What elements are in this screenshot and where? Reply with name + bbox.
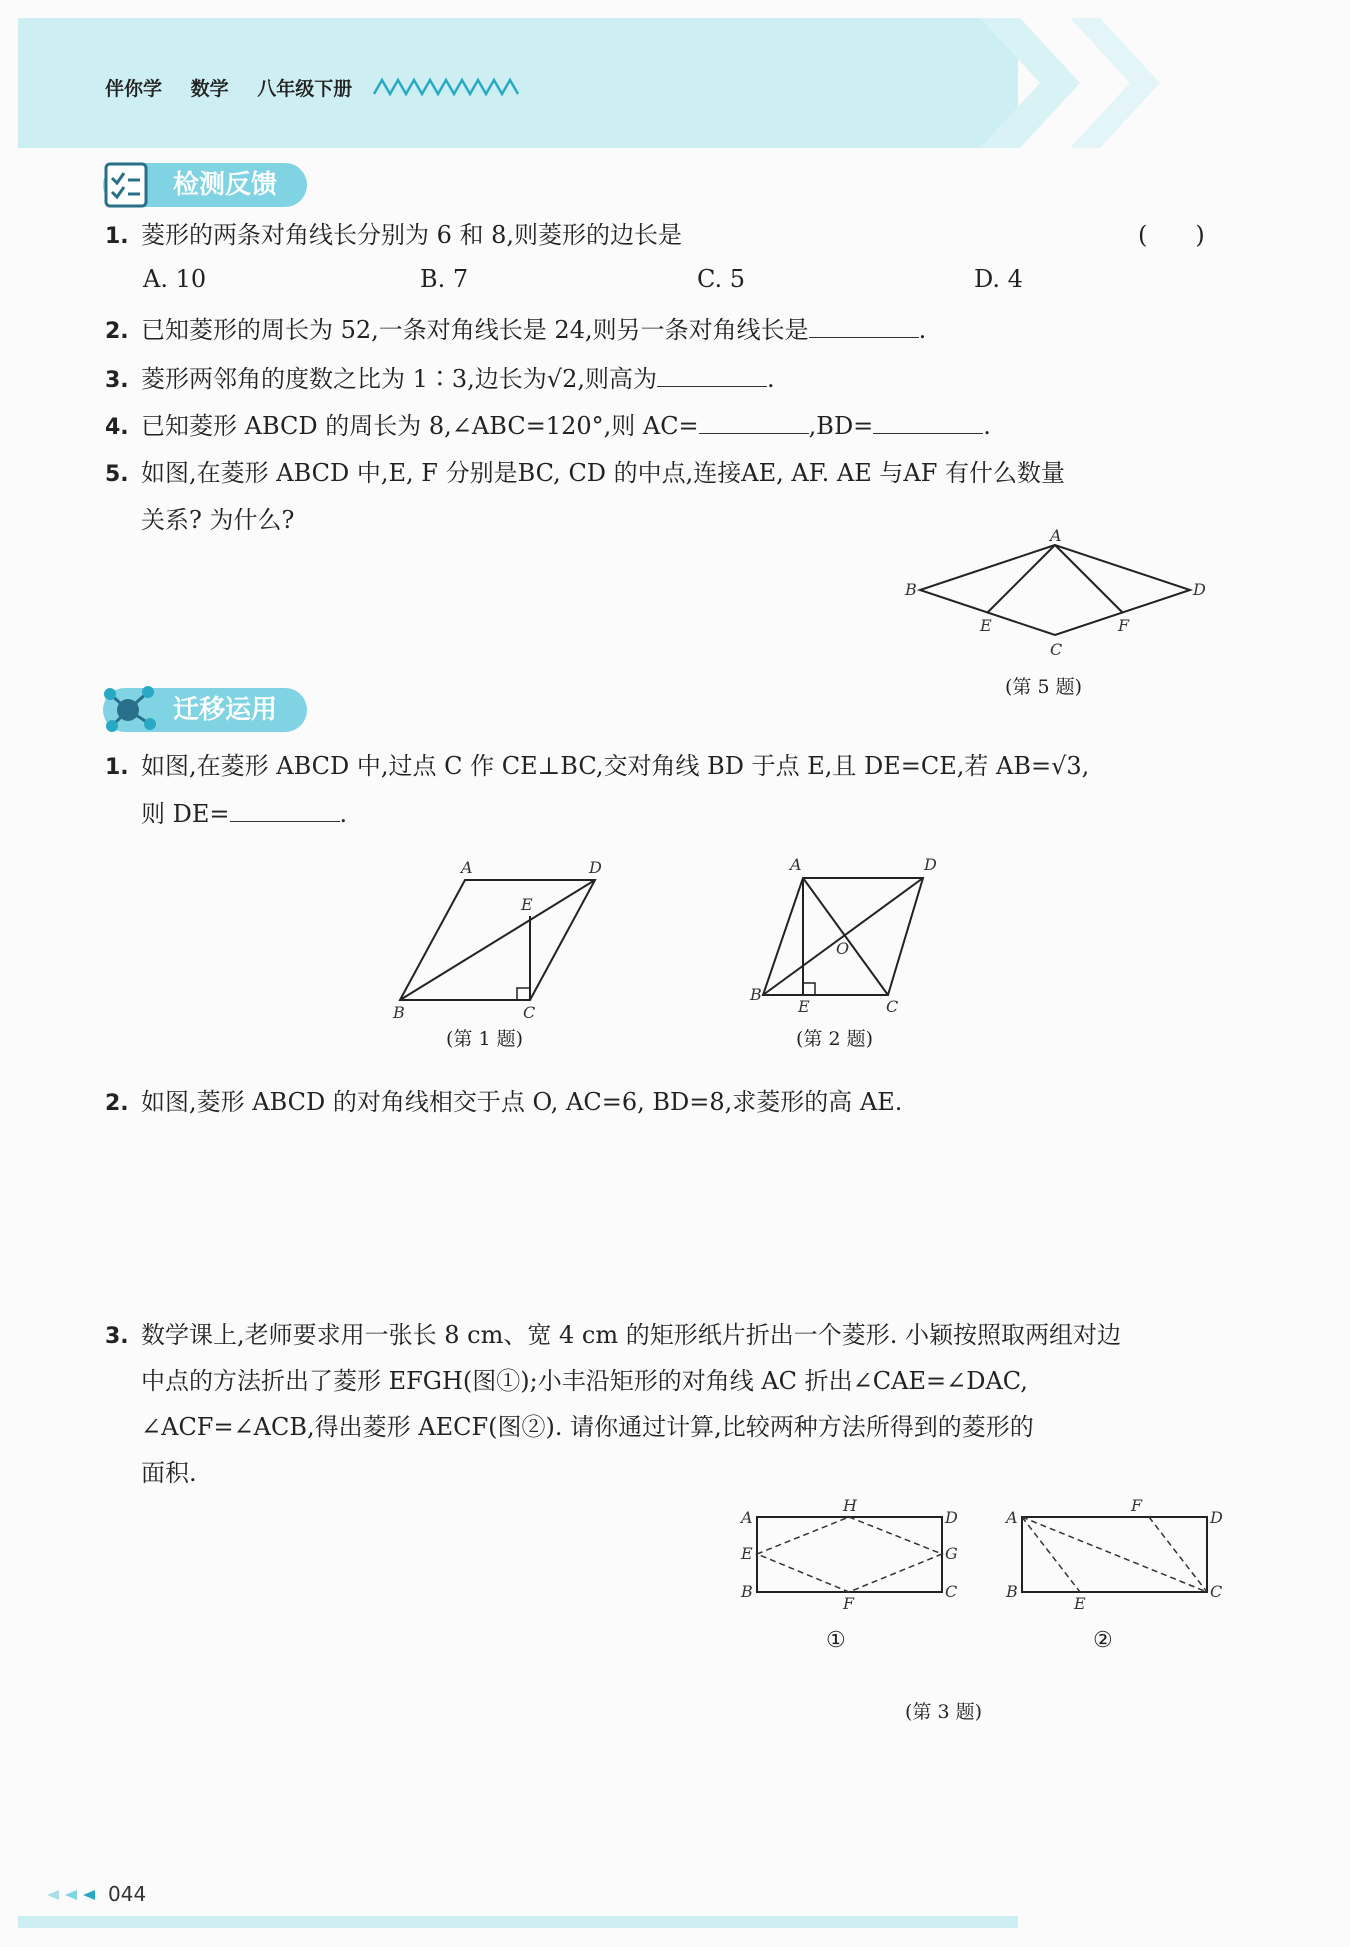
svg-text:D: D (1210, 1508, 1223, 1527)
check-q3-blank[interactable] (657, 362, 767, 387)
check-q3-sqrt: √2 (546, 365, 578, 393)
transfer-q3-number: 3. (105, 1324, 129, 1349)
svg-text:E: E (741, 1544, 753, 1563)
check-q3-text-a: 菱形两邻角的度数之比为 1∶3,边长为 (141, 365, 547, 393)
check-q4-end: . (983, 412, 991, 440)
check-q1-option-c: C. 5 (697, 265, 746, 293)
check-q1 (105, 218, 682, 254)
caption-transfer-q3: (第 3 题) (905, 1701, 982, 1723)
check-q4 (105, 409, 991, 445)
transfer-q2-number: 2. (105, 1091, 129, 1116)
svg-text:A: A (461, 858, 473, 877)
check-q4-text-b: ,BD= (808, 412, 874, 440)
transfer-q3-line2: 中点的方法折出了菱形 EFGH(图①);小丰沿矩形的对角线 AC 折出∠CAE=∠DAC, (141, 1367, 1028, 1395)
svg-text:E: E (1074, 1594, 1086, 1610)
transfer-q3-line1: 数学课上,老师要求用一张长 8 cm、宽 4 cm 的矩形纸片折出一个菱形. 小颖按照取两组对边 (141, 1321, 1121, 1349)
section-transfer-badge: 迁移运用 (103, 688, 307, 732)
transfer-q1-line1-b: , (1081, 752, 1090, 780)
page-number: 044 (108, 1882, 147, 1906)
check-q1-option-a: A. 10 (143, 265, 207, 293)
check-q3-end: . (767, 365, 775, 393)
label-a: A (1050, 526, 1062, 545)
check-q2-blank[interactable] (809, 313, 919, 338)
caption-q5: (第 5 题) (1005, 676, 1082, 698)
svg-text:G: G (945, 1544, 958, 1563)
figure-transfer-q3-1 (735, 1495, 970, 1610)
check-q4-blank-bd[interactable] (873, 409, 983, 434)
check-q1-number: 1. (105, 224, 129, 249)
transfer-q1-sqrt: √3 (1051, 752, 1082, 780)
check-q5-number: 5. (105, 462, 129, 487)
label-f: F (1118, 616, 1130, 635)
label-e: E (980, 616, 992, 635)
caption-transfer-q2: (第 2 题) (796, 1028, 873, 1050)
grade-name: 八年级下册 (257, 78, 353, 100)
svg-text:E: E (521, 895, 533, 914)
check-q4-number: 4. (105, 415, 129, 440)
label-d: D (1193, 580, 1206, 599)
check-q5 (105, 456, 1065, 492)
section-check-badge: 检测反馈 (103, 163, 307, 207)
figure-transfer-q3-2 (1000, 1495, 1230, 1610)
check-q3 (105, 362, 775, 398)
check-q2-text: 已知菱形的周长为 52,一条对角线长是 24,则另一条对角线长是 (141, 316, 809, 344)
check-q3-text-b: ,则高为 (577, 365, 657, 393)
figure-transfer-q2 (748, 850, 948, 1020)
check-q2-end: . (918, 316, 927, 344)
svg-text:E: E (798, 997, 810, 1016)
figure-label-2: ② (1093, 1628, 1113, 1653)
svg-text:F: F (1131, 1496, 1143, 1515)
figure-transfer-q1 (385, 850, 610, 1020)
svg-text:A: A (741, 1508, 753, 1527)
svg-text:D: D (924, 855, 937, 874)
check-q4-text-a: 已知菱形 ABCD 的周长为 8,∠ABC=120°,则 AC= (141, 412, 699, 440)
check-q1-option-b: B. 7 (420, 265, 469, 293)
check-q3-number: 3. (105, 368, 129, 393)
transfer-q1-blank[interactable] (230, 797, 340, 822)
label-c: C (1050, 640, 1063, 659)
transfer-q3-line4: 面积. (141, 1459, 197, 1487)
check-q2 (105, 313, 926, 349)
svg-text:D: D (589, 858, 602, 877)
svg-text:O: O (836, 939, 850, 958)
label-b: B (905, 580, 917, 599)
check-q4-blank-ac[interactable] (699, 409, 809, 434)
svg-text:C: C (886, 997, 899, 1016)
svg-text:A: A (1006, 1508, 1018, 1527)
svg-text:C: C (945, 1582, 958, 1601)
check-q1-text: 菱形的两条对角线长分别为 6 和 8,则菱形的边长是 (141, 221, 683, 249)
transfer-q3-line3: ∠ACF=∠ACB,得出菱形 AECF(图②). 请你通过计算,比较两种方法所得到的菱形的 (141, 1413, 1034, 1441)
svg-text:F: F (843, 1594, 855, 1610)
svg-text:B: B (1006, 1582, 1018, 1601)
check-q1-option-d: D. 4 (974, 265, 1023, 293)
check-q5-line1: 如图,在菱形 ABCD 中,E, F 分别是BC, CD 的中点,连接AE, AF. AE 与AF 有什么数量 (141, 459, 1066, 487)
svg-text:A: A (790, 855, 802, 874)
header-zigzag-icon (372, 76, 522, 96)
transfer-q3 (105, 1318, 1121, 1354)
transfer-q1-end: . (339, 800, 348, 828)
molecule-icon (100, 680, 160, 738)
transfer-q1-number: 1. (105, 755, 129, 780)
svg-text:B: B (750, 985, 762, 1004)
svg-text:H: H (843, 1496, 857, 1515)
subject-name: 数学 (190, 78, 229, 100)
check-q1-answer-paren: ( ) (1138, 221, 1205, 249)
svg-text:C: C (1210, 1582, 1223, 1601)
check-q2-number: 2. (105, 319, 129, 344)
transfer-q1-line2 (141, 797, 347, 831)
transfer-q1 (105, 749, 1089, 785)
svg-text:C: C (523, 1003, 536, 1020)
footer-band (18, 1916, 1018, 1928)
page-arrow-icon (45, 1888, 105, 1902)
book-name: 伴你学 (105, 78, 163, 100)
header-title (105, 74, 374, 101)
svg-text:B: B (741, 1582, 753, 1601)
svg-text:B: B (393, 1003, 405, 1020)
figure-label-1: ① (826, 1628, 846, 1653)
check-q5-line2: 关系? 为什么? (141, 506, 295, 534)
figure-q5-rhombus (900, 525, 1220, 665)
svg-text:D: D (945, 1508, 958, 1527)
transfer-q2 (105, 1085, 902, 1121)
checklist-icon (100, 158, 160, 212)
caption-transfer-q1: (第 1 题) (446, 1028, 523, 1050)
transfer-q2-text: 如图,菱形 ABCD 的对角线相交于点 O, AC=6, BD=8,求菱形的高 AE. (141, 1088, 903, 1116)
transfer-q1-line1-a: 如图,在菱形 ABCD 中,过点 C 作 CE⊥BC,交对角线 BD 于点 E,且 DE=CE,若 AB= (141, 752, 1052, 780)
transfer-q1-line2-text: 则 DE= (141, 800, 230, 828)
header-chevrons (900, 18, 1260, 148)
